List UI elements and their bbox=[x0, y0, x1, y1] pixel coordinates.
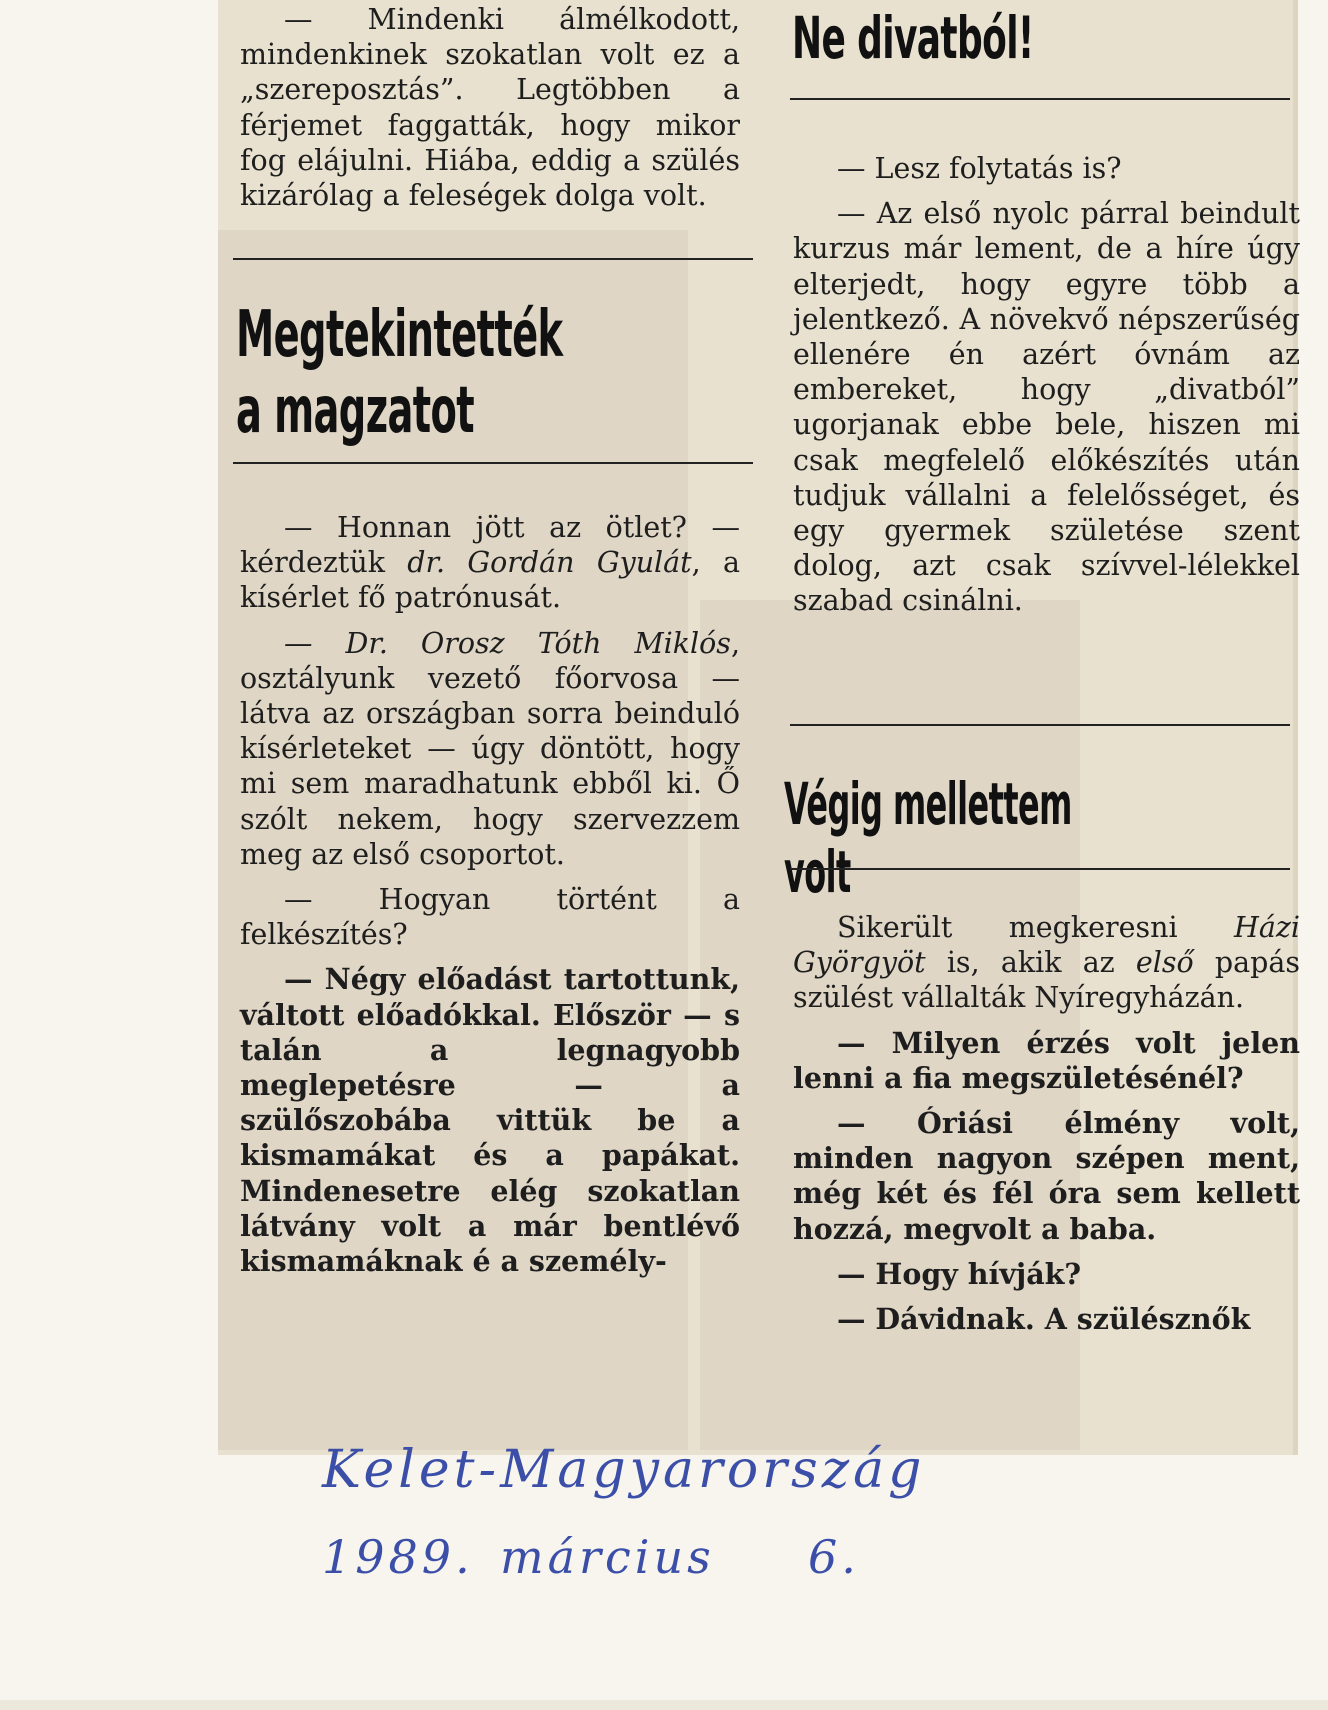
right-body-1 bbox=[793, 151, 1300, 619]
right-body-2 bbox=[793, 910, 1300, 1337]
left-headline-line1: Megtekintették bbox=[236, 298, 563, 372]
question-origin-name: dr. Gordán Gyulát bbox=[407, 546, 692, 580]
intro-hazi-post: papás szülést vállalták Nyíregyházán. bbox=[793, 946, 1300, 1015]
left-headline-rule bbox=[233, 462, 753, 464]
handwritten-year: 1989. bbox=[322, 1530, 474, 1584]
question-name: — Hogy hívják? bbox=[837, 1256, 1082, 1291]
answer-origin-name: — Dr. Orosz Tóth Miklós bbox=[284, 626, 731, 660]
right-headline2-rule bbox=[790, 868, 1290, 870]
answer-origin bbox=[240, 626, 740, 872]
right-headline-2: Végig mellettem volt bbox=[784, 770, 1072, 906]
intro-hazi bbox=[793, 910, 1300, 1016]
question-continuation: — Lesz folytatás is? bbox=[837, 152, 1122, 185]
right-middle-rule bbox=[790, 724, 1290, 726]
intro-hazi-pre: Sikerült megkeresni bbox=[837, 911, 1235, 944]
answer-name: — Dávidnak. A szülésznők bbox=[837, 1302, 1251, 1337]
left-body bbox=[240, 510, 740, 1279]
left-top-rule bbox=[233, 258, 753, 260]
answer-preparation: — Négy előadást tartottunk, váltott előadókkal. Először — s talán a legnagyobb meglepetésre — a szülőszobába vittük be a kismamákat és a papákat. Mindenesetre elég szokatlan látvány volt a már bentlévő kismamáknak é a személy- bbox=[240, 962, 740, 1279]
intro-hazi-em: első bbox=[1135, 946, 1194, 980]
intro-paragraph: — Mindenki álmélkodott, mindenkinek szokatlan volt ez a „szereposztás”. Legtöbben a férjemet faggatták, hogy mikor fog elájulni. Hiába, eddig a szülés kizárólag a feleségek dolga volt. bbox=[240, 3, 740, 213]
left-headline-line2: a magzatot bbox=[236, 374, 475, 448]
answer-feeling: — Óriási élmény volt, minden nagyon szépen ment, még két és fél óra sem kellett hozzá, megvolt a baba. bbox=[793, 1106, 1300, 1246]
question-feeling: — Milyen érzés volt jelen lenni a fia megszületésénél? bbox=[793, 1025, 1300, 1095]
answer-continuation: — Az első nyolc párral beindult kurzus már lement, de a híre úgy elterjedt, hogy egyre több a jelentkező. A növekvő népszerűség ellenére én azért óvnám az embereket, hogy „divatból” ugorjanak ebbe bele, hiszen mi csak megfelelő előkészítés után tudjuk vállalni a felelősséget, és egy gyermek születése szent dolog, azt csak szívvel-lélekkel szabad csinálni. bbox=[793, 197, 1300, 618]
question-origin-post: , a kísérlet fő patrónusát. bbox=[240, 546, 740, 615]
handwritten-month: március bbox=[500, 1530, 715, 1584]
intro-hazi-mid: is, akik az bbox=[925, 946, 1136, 980]
intro-hazi-name: Házi Györgyöt bbox=[793, 911, 1300, 980]
question-preparation: — Hogyan történt a felkészítés? bbox=[240, 883, 740, 952]
scan-bottom-edge bbox=[0, 1700, 1328, 1710]
handwritten-day: 6. bbox=[808, 1530, 860, 1584]
right-top-rule bbox=[790, 98, 1290, 100]
left-column bbox=[240, 2, 740, 213]
answer-origin-rest: , osztályunk vezető főorvosa — látva az országban sorra beinduló kísérleteket — úgy döntött, hogy mi sem maradhatunk ebből ki. Ő szólt nekem, hogy szervezzem meg az első csoportot. bbox=[240, 626, 740, 871]
right-headline-1: Ne divatból! bbox=[792, 4, 1034, 72]
question-origin-pre: — Honnan jött az ötlet? — kérdeztük bbox=[240, 511, 740, 580]
question-origin bbox=[240, 510, 740, 616]
handwritten-source: Kelet-Magyarország bbox=[322, 1440, 926, 1500]
